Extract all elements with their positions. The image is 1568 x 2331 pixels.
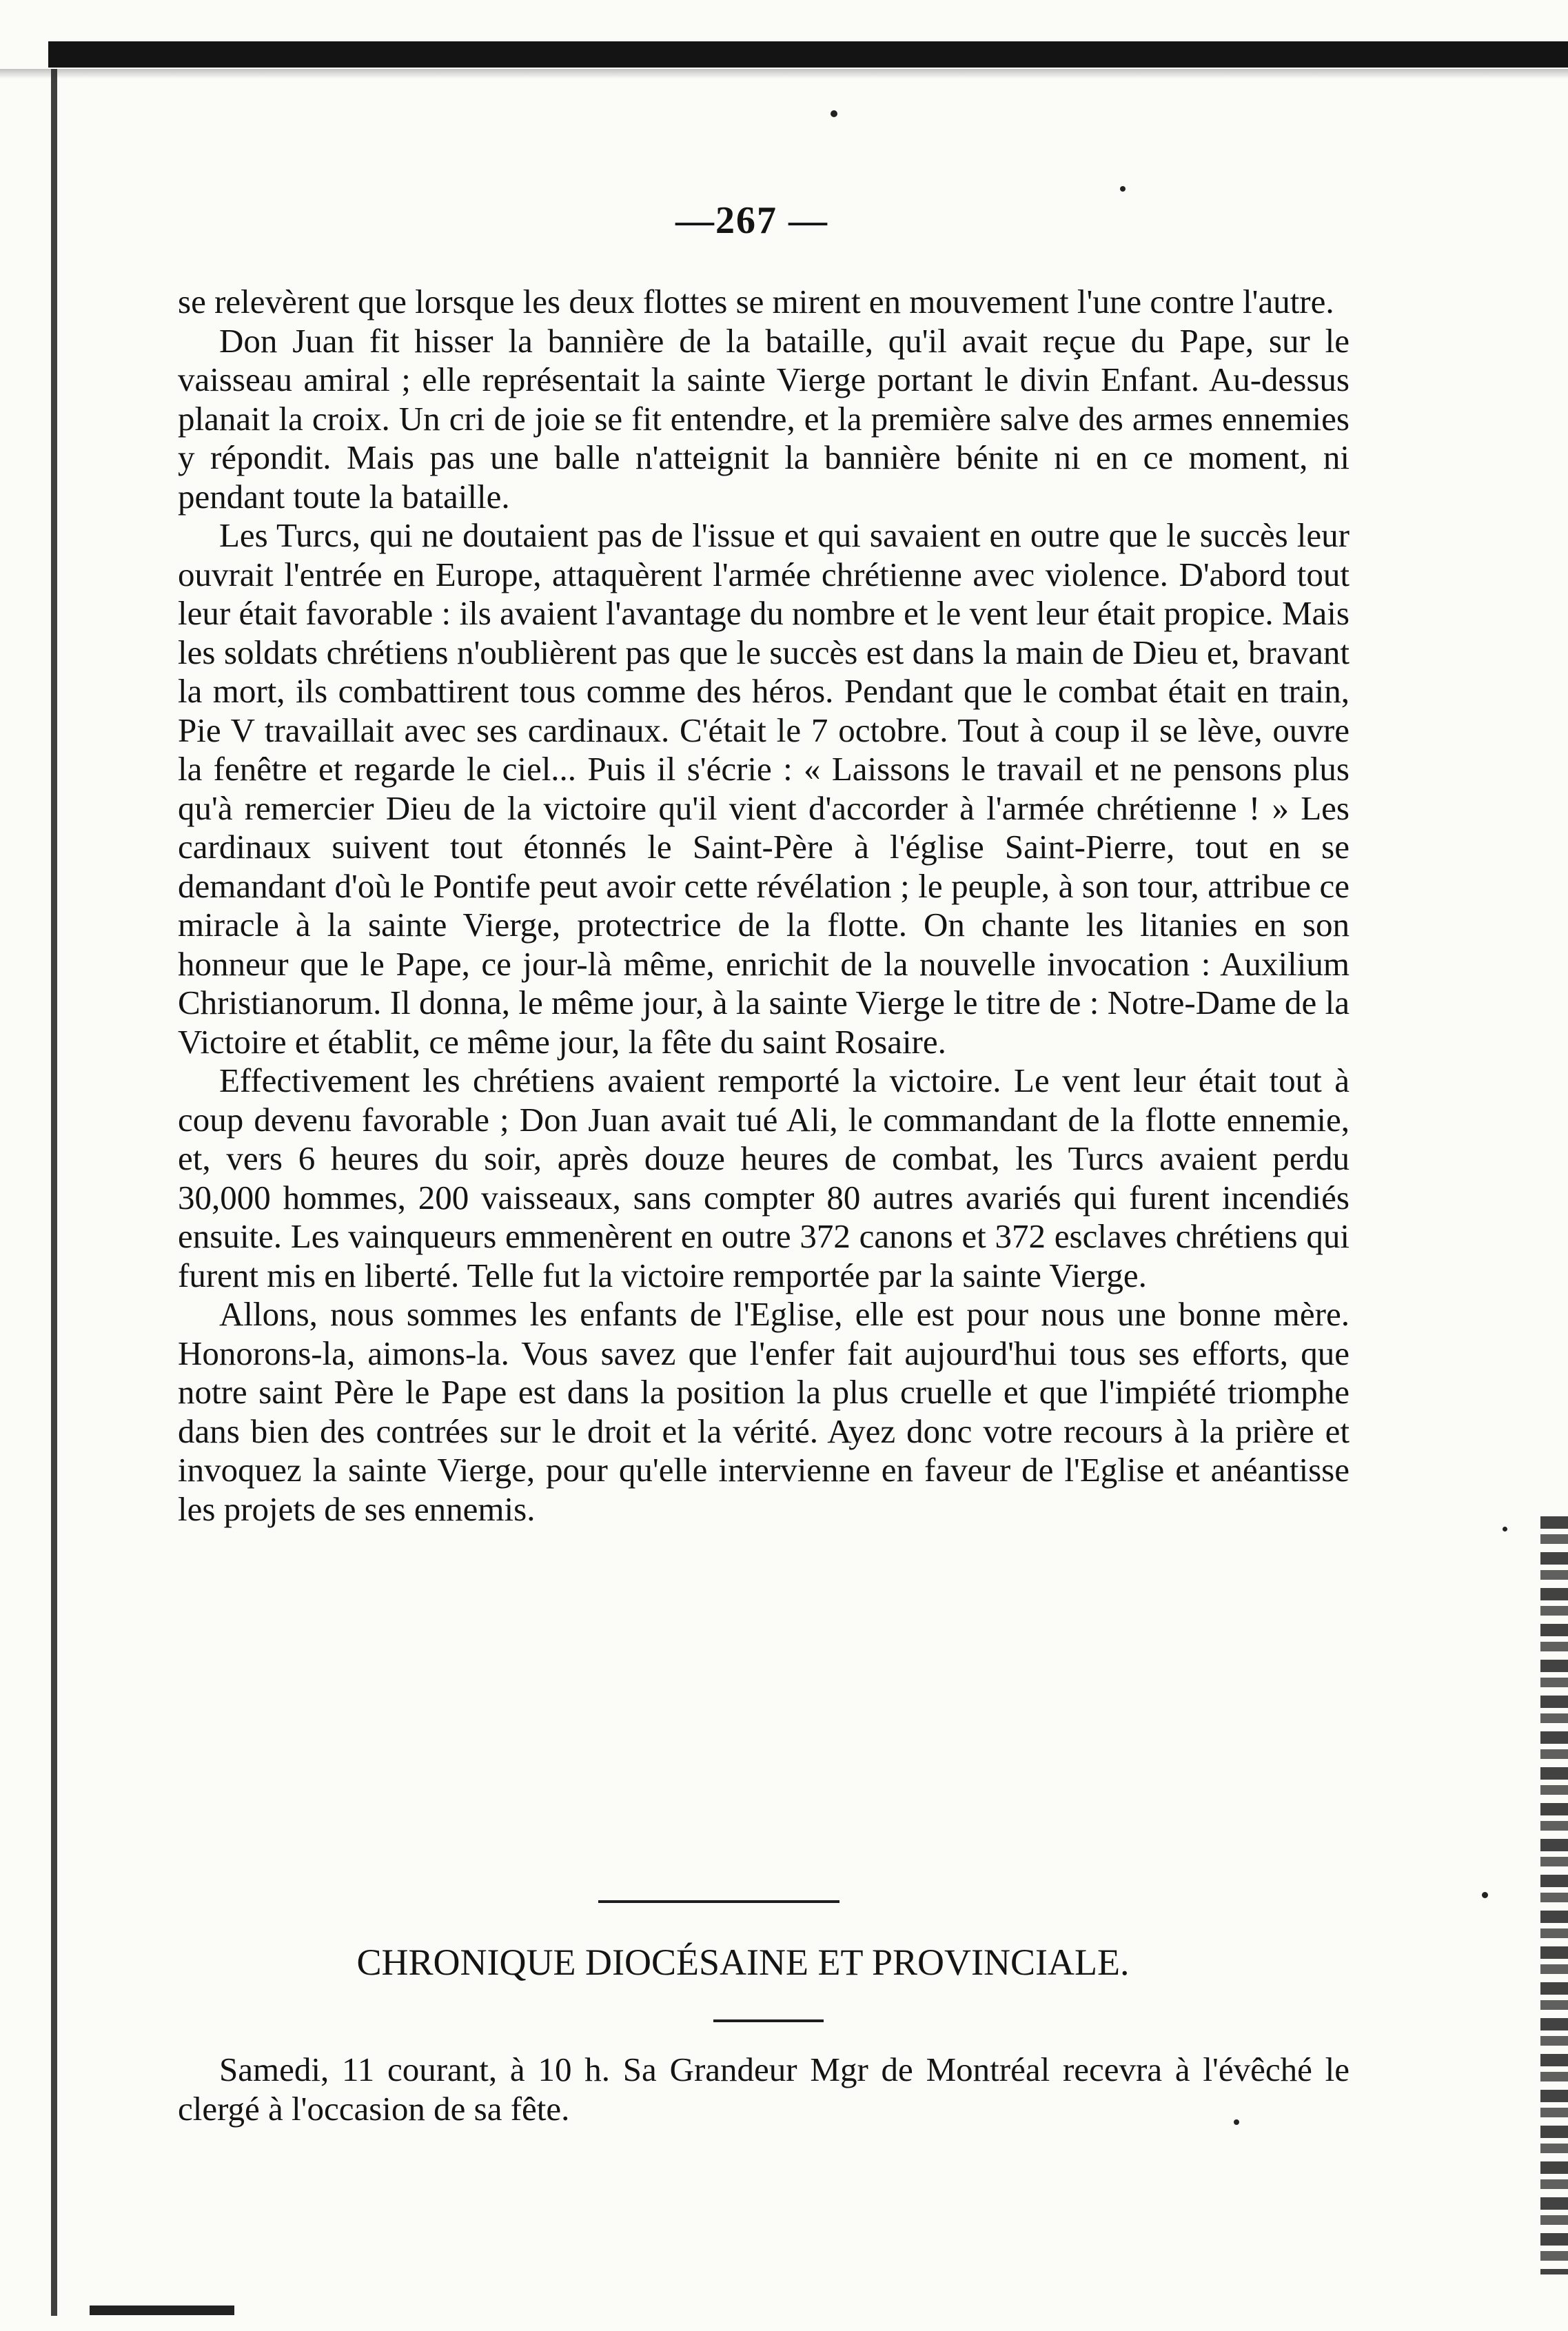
scan-left-border — [51, 69, 57, 2316]
scan-speck — [831, 110, 837, 117]
announcement-text: Samedi, 11 courant, à 10 h. Sa Grandeur Mgr de Montréal recevra à l'évêché le clergé à l'occasion de sa fête. — [178, 2050, 1350, 2128]
scan-bottom-mark — [90, 2305, 234, 2315]
scan-top-border — [48, 41, 1568, 68]
paragraph: Effectivement les chrétiens avaient remporté la victoire. Le vent leur était tout à coup devenu favorable ; Don Juan avait tué Ali, le commandant de la flotte ennemie, et, vers 6 heures du soir, après douze heures de combat, les Turcs avaient perdu 30,000 hommes, 200 vaisseaux, sans compter 80 autres avariés qui furent incendiés ensuite. Les vainqueurs emmenèrent en outre 372 canons et 372 esclaves chrétiens qui furent mis en liberté. Telle fut la victoire remportée par la sainte Vierge. — [178, 1061, 1350, 1294]
scan-right-edge-noise — [1540, 1516, 1568, 2274]
paragraph: Les Turcs, qui ne doutaient pas de l'issue et qui savaient en outre que le succès leur ouvrait l'entrée en Europe, attaquèrent l'armée chrétienne avec violence. D'abord tout leur était favorable : ils avaient l'avantage du nombre et le vent leur était propice. Mais les soldats chrétiens n'oublièrent pas que le succès est dans la main de Dieu et, bravant la mort, ils combattirent tous comme des héros. Pendant que le combat était en train, Pie V travaillait avec ses cardinaux. C'était le 7 octobre. Tout à coup il se lève, ouvre la fenêtre et regarde le ciel... Puis il s'écrie : « Laissons le travail et ne pensons plus qu'à remercier Dieu de la victoire qu'il vient d'accorder à l'armée chrétienne ! » Les cardinaux suivent tout étonnés le Saint-Père à l'église Saint-Pierre, tout en se demandant d'où le Pontife peut avoir cette révélation ; le peuple, à son tour, attribue ce miracle à la sainte Vierge, protectrice de la flotte. On chante les litanies en son honneur que le Pape, ce jour-là même, enrichit de la nouvelle invocation : Auxilium Christianorum. Il donna, le même jour, à la sainte Vierge le titre de : Notre-Dame de la Victoire et établit, ce même jour, la fête du saint Rosaire. — [178, 516, 1350, 1061]
paragraph: se relevèrent que lorsque les deux flottes se mirent en mouvement l'une contre l'autre. — [178, 283, 1334, 320]
paragraph: Allons, nous sommes les enfants de l'Eglise, elle est pour nous une bonne mère. Honorons-la, aimons-la. Vous savez que l'enfer fait aujourd'hui tous ses efforts, que notre saint Père le Pape est dans la position la plus cruelle et que l'impiété triomphe dans bien des contrées sur le droit et la vérité. Ayez donc votre recours à la prière et invoquez la sainte Vierge, pour qu'elle intervienne en faveur de l'Eglise et anéantisse les projets de ses ennemis. — [178, 1295, 1350, 1528]
page-number: —267 — — [675, 199, 828, 242]
announcement — [178, 2050, 1350, 2128]
body-text — [178, 283, 1350, 1529]
scan-speck — [1482, 1892, 1488, 1898]
section-divider — [598, 1900, 839, 1903]
scan-speck — [1503, 1527, 1507, 1531]
section-heading: CHRONIQUE DIOCÉSAINE ET PROVINCIALE. — [356, 1942, 1130, 1983]
paragraph: Don Juan fit hisser la bannière de la bataille, qu'il avait reçue du Pape, sur le vaisseau amiral ; elle représentait la sainte Vierge portant le divin Enfant. Au-dessus planait la croix. Un cri de joie se fit entendre, et la première salve des armes ennemies y répondit. Mais pas une balle n'atteignit la bannière bénite ni en ce moment, ni pendant toute la bataille. — [178, 321, 1350, 516]
scan-top-shadow — [0, 69, 1568, 79]
scan-speck — [1120, 186, 1126, 192]
heading-underline — [713, 2019, 824, 2022]
